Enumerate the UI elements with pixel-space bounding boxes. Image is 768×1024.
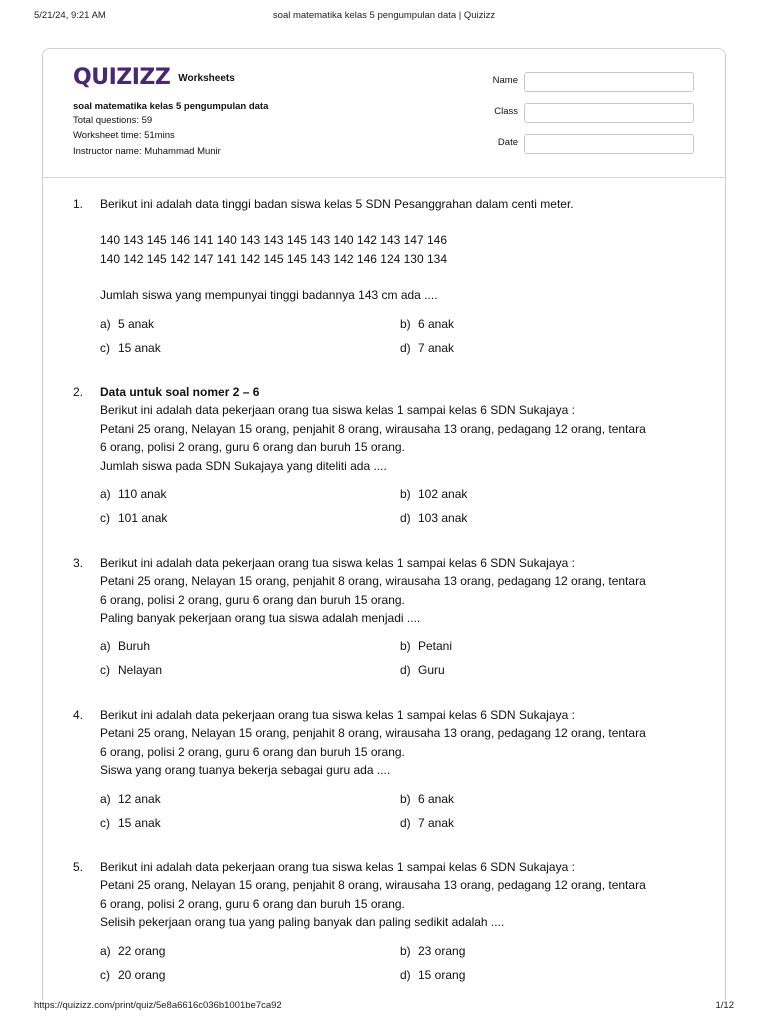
question-line: 6 orang, polisi 2 orang, guru 6 orang dan buruh 15 orang. (100, 744, 405, 759)
class-field (473, 103, 698, 123)
worksheet-time: Worksheet time: 51mins (73, 130, 175, 141)
option-text: 20 orang (118, 968, 166, 982)
question-line: Petani 25 orang, Nelayan 15 orang, penjahit 8 orang, wirausaha 13 orang, pedagang 12 orang, tentara (100, 421, 646, 436)
question-text (100, 383, 700, 475)
question-line: Berikut ini adalah data pekerjaan orang tua siswa kelas 1 sampai kelas 6 SDN Sukajaya : (100, 860, 575, 874)
date-input[interactable] (524, 134, 694, 154)
instructor-name: Instructor name: Muhammad Munir (73, 146, 221, 157)
answer-option[interactable] (400, 792, 454, 806)
name-label: Name (492, 75, 518, 86)
answer-option[interactable] (400, 944, 465, 958)
answer-option[interactable] (100, 944, 165, 958)
question-line: Berikut ini adalah data tinggi badan siswa kelas 5 SDN Pesanggrahan dalam centi meter. (100, 197, 574, 211)
answer-option[interactable] (400, 341, 454, 355)
option-letter: b) (400, 639, 411, 653)
question-number: 2. (73, 385, 84, 399)
quizizz-q-icon: Q (73, 64, 92, 90)
question-line: Berikut ini adalah data pekerjaan orang tua siswa kelas 1 sampai kelas 6 SDN Sukajaya : (100, 708, 575, 722)
worksheet-header (43, 49, 726, 178)
answer-option[interactable] (400, 317, 454, 331)
question-text (100, 706, 700, 780)
option-text: 7 anak (418, 341, 455, 355)
question-number: 3. (73, 556, 84, 570)
worksheet-title: soal matematika kelas 5 pengumpulan data (73, 101, 269, 112)
option-text: Nelayan (118, 663, 163, 677)
answer-option[interactable] (400, 511, 467, 525)
answer-option[interactable] (100, 792, 161, 806)
option-text: 6 anak (418, 792, 455, 806)
option-letter: b) (400, 487, 411, 501)
name-input[interactable] (524, 72, 694, 92)
class-input[interactable] (524, 103, 694, 123)
question-text (100, 858, 700, 932)
quizizz-logo-text: UIZIZZ (91, 64, 171, 90)
date-field (473, 134, 698, 154)
line-gap (100, 268, 700, 286)
option-text: 15 anak (118, 816, 161, 830)
question-line: Petani 25 orang, Nelayan 15 orang, penjahit 8 orang, wirausaha 13 orang, pedagang 12 orang, tentara (100, 878, 646, 893)
print-page-title: soal matematika kelas 5 pengumpulan data | Quizizz (272, 10, 496, 21)
option-text: 12 anak (118, 792, 161, 806)
answer-option[interactable] (400, 968, 465, 982)
question-text (100, 195, 700, 305)
answer-option[interactable] (100, 968, 165, 982)
print-page-number: 1/12 (715, 1000, 734, 1011)
question-number: 5. (73, 860, 84, 874)
option-letter: c) (100, 968, 110, 982)
option-letter: d) (400, 511, 411, 525)
answer-option[interactable] (400, 816, 454, 830)
option-text: 102 anak (418, 487, 468, 501)
question-heading: Data untuk soal nomer 2 – 6 (100, 385, 260, 399)
option-text: 15 anak (118, 341, 161, 355)
class-label: Class (494, 106, 518, 117)
option-letter: a) (100, 792, 111, 806)
answer-option[interactable] (100, 317, 154, 331)
answer-option[interactable] (100, 487, 167, 501)
answer-option[interactable] (400, 663, 445, 677)
option-letter: b) (400, 944, 411, 958)
question-line: 6 orang, polisi 2 orang, guru 6 orang dan buruh 15 orang. (100, 440, 405, 455)
question-line: 140 143 145 146 141 140 143 143 145 143 140 142 143 147 146 (100, 233, 447, 248)
option-letter: a) (100, 639, 111, 653)
print-datetime: 5/21/24, 9:21 AM (34, 10, 106, 21)
answer-option[interactable] (100, 341, 161, 355)
option-text: Buruh (118, 639, 151, 653)
option-text: 15 orang (418, 968, 466, 982)
option-letter: b) (400, 792, 411, 806)
question-line: Selisih pekerjaan orang tua yang paling banyak dan paling sedikit adalah .... (100, 915, 505, 930)
print-footer (0, 1000, 768, 1014)
option-text: 6 anak (418, 317, 455, 331)
brand-subtitle: Worksheets (178, 72, 235, 84)
option-text: Petani (418, 639, 453, 653)
option-letter: d) (400, 341, 411, 355)
option-letter: b) (400, 317, 411, 331)
line-gap (100, 213, 700, 231)
option-text: Guru (418, 663, 445, 677)
option-letter: c) (100, 341, 110, 355)
answer-option[interactable] (100, 816, 161, 830)
option-letter: c) (100, 816, 110, 830)
print-url: https://quizizz.com/print/quiz/5e8a6616c036b1001be7ca92 (34, 1000, 282, 1011)
question-line: Jumlah siswa pada SDN Sukajaya yang diteliti ada .... (100, 458, 387, 473)
option-text: 7 anak (418, 816, 455, 830)
answer-option[interactable] (100, 639, 150, 653)
question-line: Paling banyak pekerjaan orang tua siswa adalah menjadi .... (100, 611, 421, 626)
option-letter: a) (100, 944, 111, 958)
option-letter: d) (400, 968, 411, 982)
question-line: 6 orang, polisi 2 orang, guru 6 orang dan buruh 15 orang. (100, 896, 405, 911)
option-text: 103 anak (418, 511, 468, 525)
question-line: 140 142 145 142 147 141 142 145 145 143 142 146 124 130 134 (100, 251, 447, 266)
answer-option[interactable] (100, 663, 162, 677)
option-letter: a) (100, 317, 111, 331)
option-letter: d) (400, 816, 411, 830)
answer-option[interactable] (100, 511, 167, 525)
worksheet-sheet (42, 48, 726, 1000)
option-text: 22 orang (118, 944, 166, 958)
option-letter: c) (100, 511, 110, 525)
question-line: 6 orang, polisi 2 orang, guru 6 orang dan buruh 15 orang. (100, 592, 405, 607)
question-line: Petani 25 orang, Nelayan 15 orang, penjahit 8 orang, wirausaha 13 orang, pedagang 12 orang, tentara (100, 574, 646, 589)
question-line: Petani 25 orang, Nelayan 15 orang, penjahit 8 orang, wirausaha 13 orang, pedagang 12 orang, tentara (100, 726, 646, 741)
question-number: 4. (73, 708, 84, 722)
question-line: Siswa yang orang tuanya bekerja sebagai guru ada .... (100, 763, 391, 778)
answer-option[interactable] (400, 639, 452, 653)
question-text (100, 554, 700, 628)
print-header (0, 10, 768, 24)
total-questions: Total questions: 59 (73, 115, 153, 126)
option-letter: a) (100, 487, 111, 501)
option-text: 110 anak (118, 487, 167, 501)
quizizz-logo (73, 65, 170, 90)
question-line: Jumlah siswa yang mempunyai tinggi badannya 143 cm ada .... (100, 288, 438, 303)
question-line: Berikut ini adalah data pekerjaan orang tua siswa kelas 1 sampai kelas 6 SDN Sukajaya : (100, 556, 575, 570)
date-label: Date (497, 137, 518, 148)
option-text: 101 anak (118, 511, 168, 525)
name-field (473, 72, 698, 92)
brand (73, 63, 235, 91)
option-letter: c) (100, 663, 110, 677)
question-line: Berikut ini adalah data pekerjaan orang tua siswa kelas 1 sampai kelas 6 SDN Sukajaya : (100, 403, 575, 418)
option-text: 23 orang (418, 944, 466, 958)
question-number: 1. (73, 197, 84, 211)
option-letter: d) (400, 663, 411, 677)
option-text: 5 anak (118, 317, 155, 331)
answer-option[interactable] (400, 487, 467, 501)
